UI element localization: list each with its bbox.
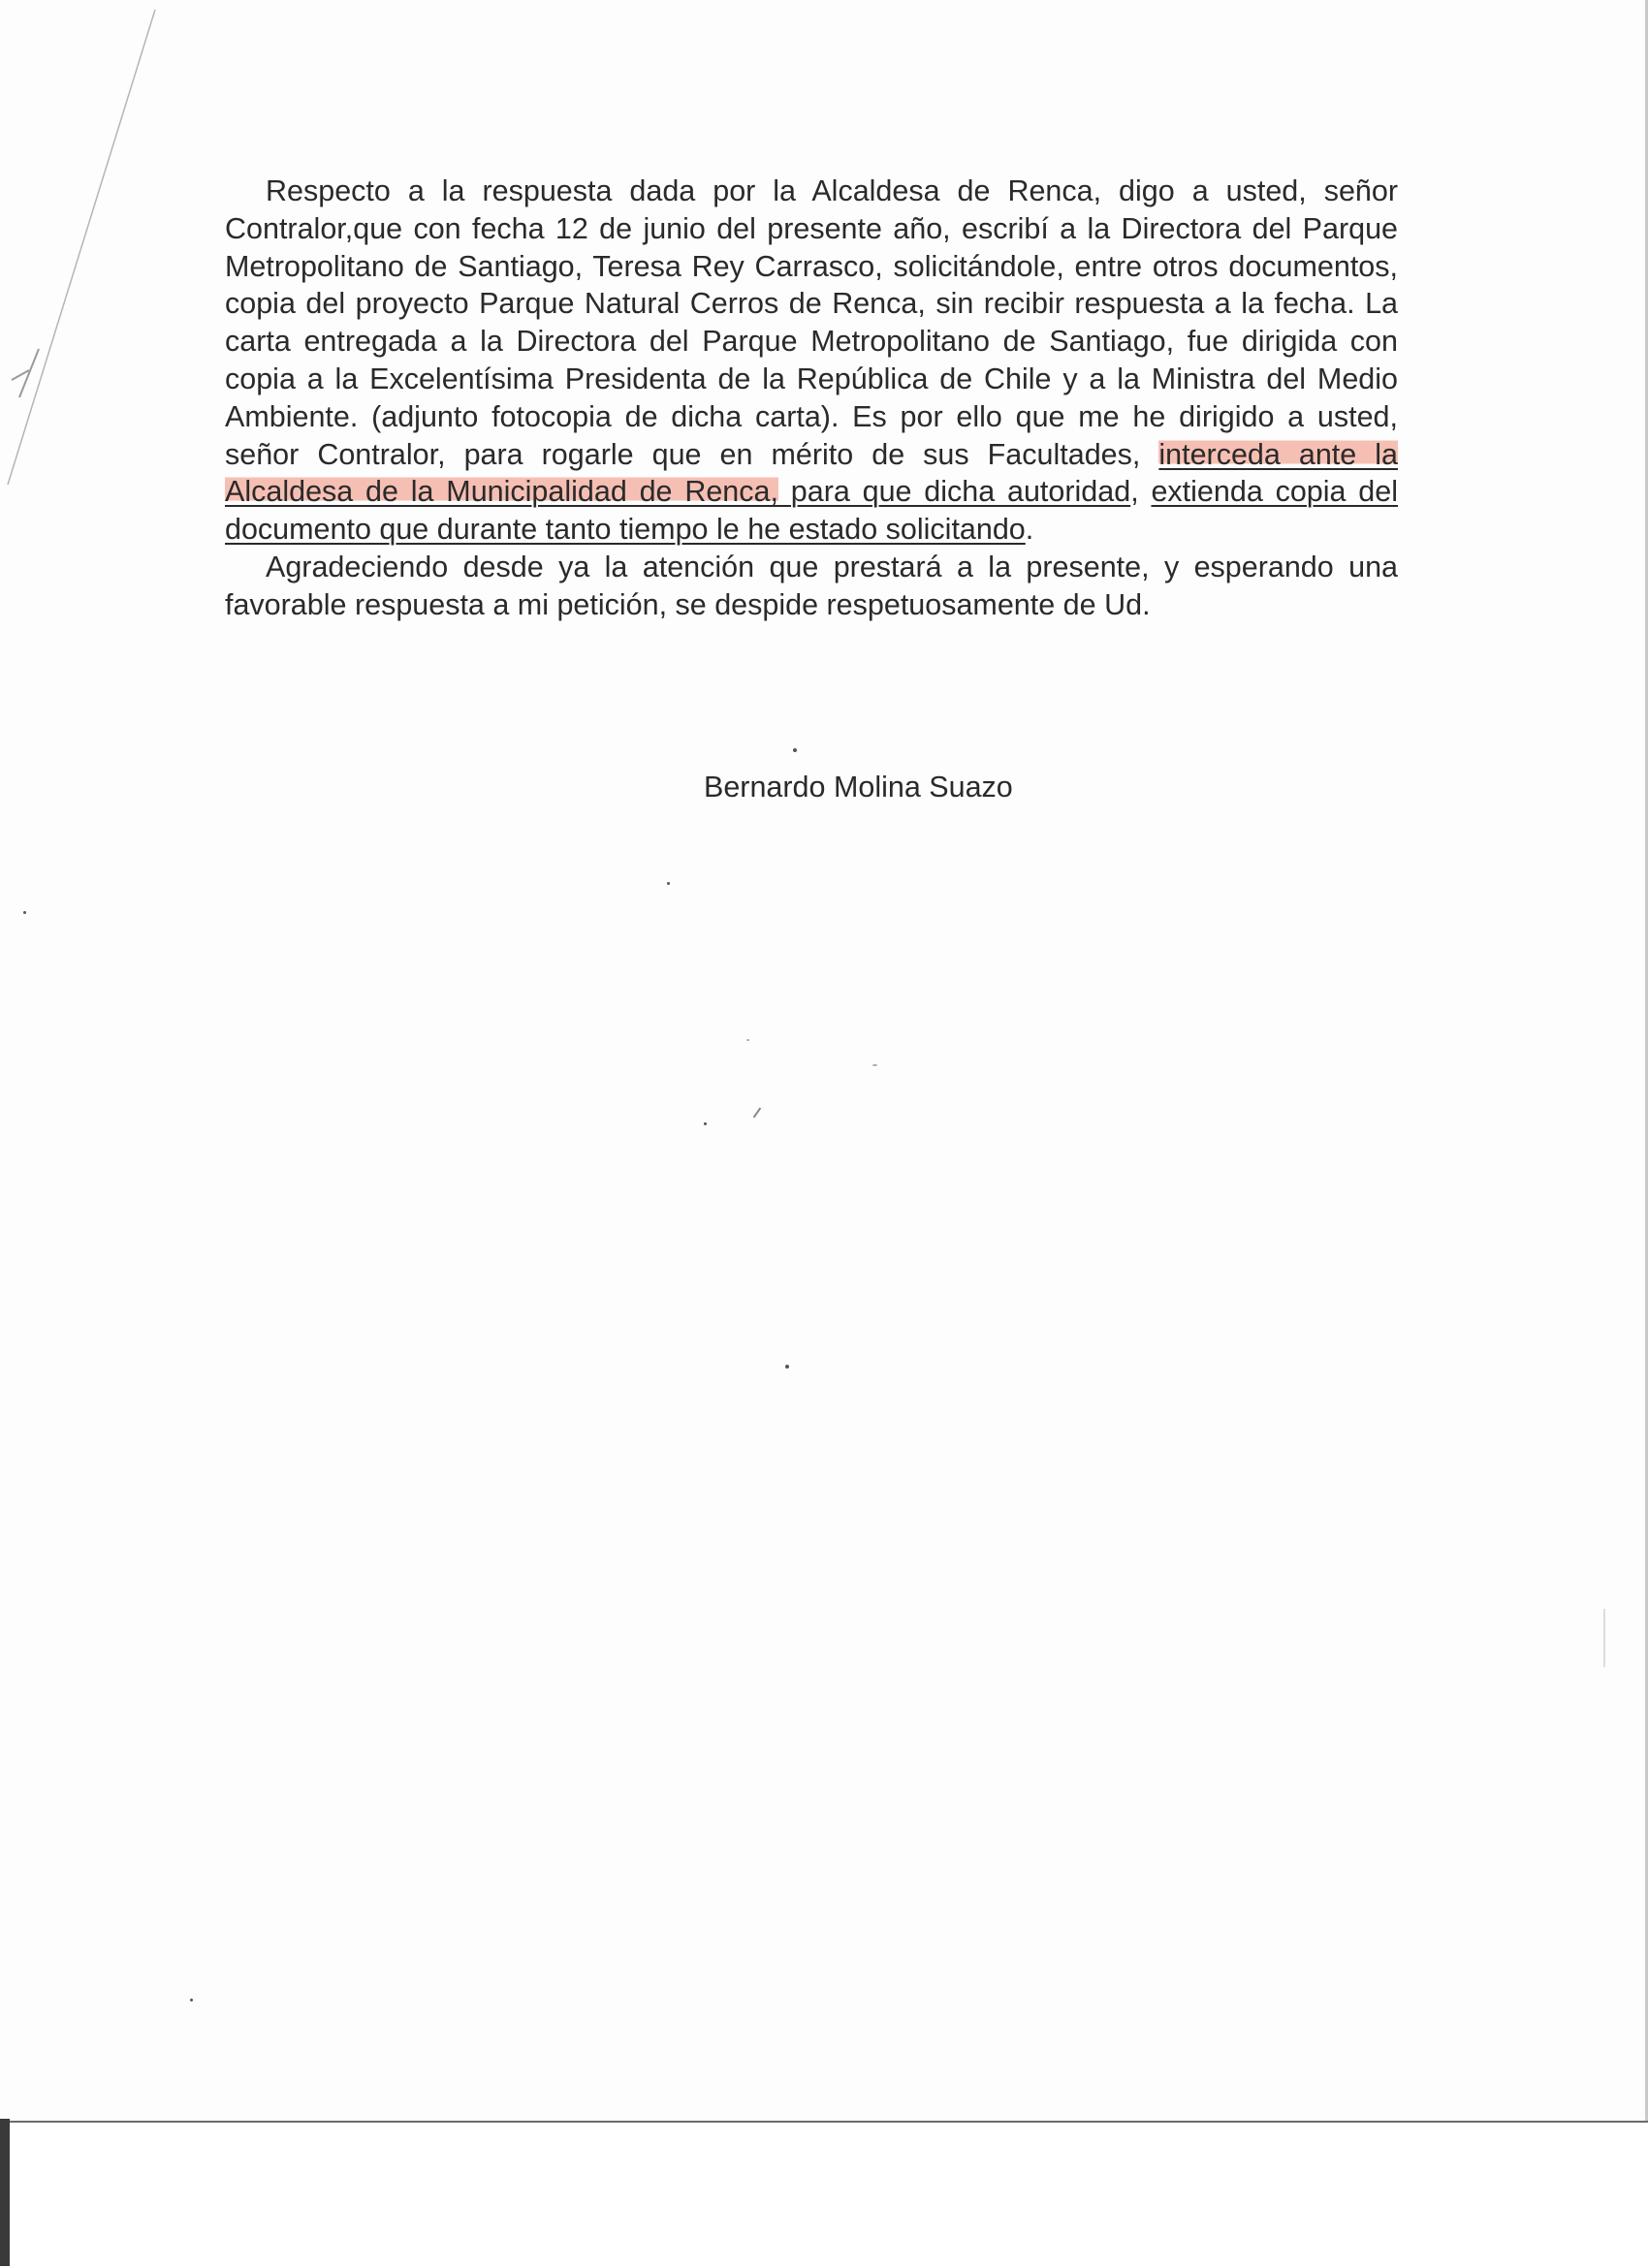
separator-text: ,	[1130, 475, 1152, 509]
letter-body	[225, 173, 1398, 624]
scan-speck	[753, 1108, 762, 1118]
highlighted-request-phrase: interceda ante la Alcaldesa de la Municipalidad de Renca,	[225, 437, 1398, 509]
paragraph-request	[225, 173, 1398, 549]
scan-streak	[1603, 1609, 1605, 1667]
underlined-phrase-authority: para que dicha autoridad	[777, 475, 1131, 509]
scan-speck	[704, 1122, 707, 1125]
scan-speck	[667, 882, 670, 885]
paragraph-closing: Agradeciendo desde ya la atención que prestará a la presente, y esperando una favorable respuesta a mi petición, se despide respetuosamente de Ud.	[225, 550, 1398, 621]
scan-speck	[746, 1039, 749, 1041]
scan-speck	[23, 911, 26, 914]
scan-speck	[793, 748, 797, 752]
paragraph-request-text: Respecto a la respuesta dada por la Alcaldesa de Renca, digo a usted, señor Contralor,que con fecha 12 de junio del presente año, escribí a la Directora del Parque Metropolitano de Santiago, Teresa Rey Carrasco, solicitándole, entre otros documentos, copia del proyecto Parque Natural Cerros de Renca, sin recibir respuesta a la fecha. La carta entregada a la Directora del Parque Metropolitano de Santiago, fue dirigida con copia a la Excelentísima Presidenta de la República de Chile y a la Ministra del Medio Ambiente. (adjunto fotocopia de dicha carta). Es por ello que me he dirigido a usted, señor Contralor, para rogarle que en mérito de sus Facultades,	[225, 174, 1398, 471]
scan-speck	[785, 1365, 789, 1369]
scan-speck	[872, 1064, 877, 1066]
scan-speck	[190, 1999, 193, 2001]
scan-edge-bottom	[0, 2121, 1648, 2268]
scan-edge-left	[0, 2119, 10, 2266]
underlined-phrase-document: extienda copia del documento que durante tanto tiempo le he estado solicitando	[225, 475, 1398, 547]
pencil-stroke-long	[8, 10, 155, 485]
pencil-stray-marks	[0, 0, 194, 543]
paragraph-request-end: .	[1025, 513, 1034, 547]
signature-name: Bernardo Molina Suazo	[704, 771, 1013, 803]
